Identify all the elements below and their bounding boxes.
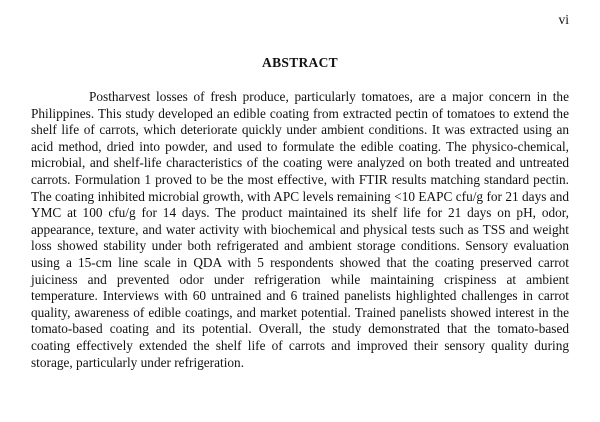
- abstract-heading: ABSTRACT: [262, 55, 338, 70]
- page-number: vi: [558, 12, 569, 27]
- abstract-paragraph: Postharvest losses of fresh produce, particularly tomatoes, are a major concern in the Philippines. This study developed an edible coating from extracted pectin of tomatoes to extend the shelf life of carrots, which deteriorate quickly under ambient conditions. It was extracted using an acid method, dried into powder, and used to formulate the edible coating. The physico-chemical, microbial, and shelf-life characteristics of the coating were analyzed on both treated and untreated carrots. Formulation 1 proved to be the most effective, with FTIR results matching standard pectin. The coating inhibited microbial growth, with APC levels remaining <10 EAPC cfu/g for 21 days and YMC at 100 cfu/g for 14 days. The product maintained its shelf life for 21 days on pH, odor, appearance, texture, and water activity with biochemical and physical tests such as TSS and weight loss showed stability under both refrigerated and ambient storage conditions. Sensory evaluation using a 15-cm line scale in QDA with 5 respondents showed that the coating preserved carrot juiciness and prevented odor under refrigeration while maintaining crispiness at ambient temperature. Interviews with 60 untrained and 6 trained panelists highlighted challenges in carrot quality, awareness of edible coatings, and market potential. Trained panelists showed interest in the tomato-based coating and its potential. Overall, the study demonstrated that the tomato-based coating effectively extended the shelf life of carrots and improved their sensory quality during storage, particularly under refrigeration.: [31, 89, 569, 370]
